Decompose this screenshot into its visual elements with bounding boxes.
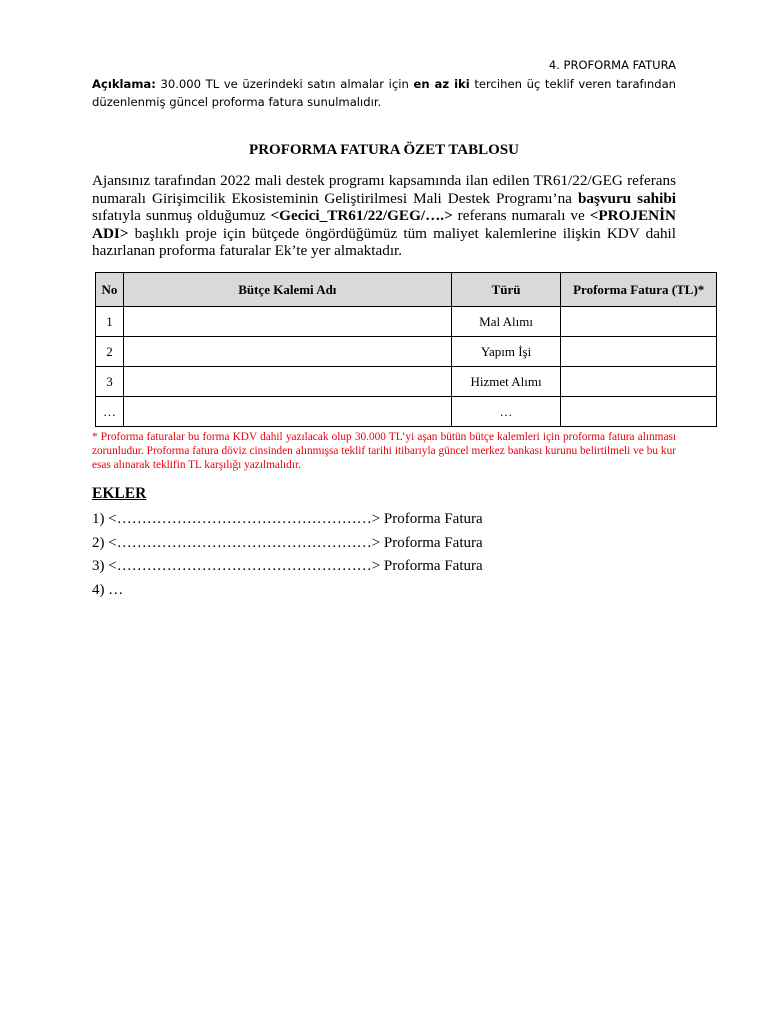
aciklama-paragraph xyxy=(92,75,676,111)
cell-proforma-amount[interactable] xyxy=(561,367,717,397)
table-row xyxy=(96,397,717,427)
ekler-item: 2) <……………………………………………> Proforma Fatura xyxy=(92,534,483,551)
ekler-item: 1) <……………………………………………> Proforma Fatura xyxy=(92,511,483,527)
table-row xyxy=(96,307,717,337)
cell-type: Mal Alımı xyxy=(451,307,561,337)
header-proforma-amount: Proforma Fatura (TL)* xyxy=(561,273,717,307)
cell-budget-item-name[interactable] xyxy=(123,367,451,397)
aciklama-bold-1: en az iki xyxy=(413,77,470,91)
aciklama-text-2: tercihen üç teklif veren tarafından düzenlenmiş güncel proforma fatura sunulmalıdır. xyxy=(92,77,677,109)
cell-proforma-amount[interactable] xyxy=(561,307,717,337)
ekler-item: 3) <……………………………………………> Proforma Fatura xyxy=(92,558,483,575)
intro-text-3: referans numaralı ve xyxy=(452,207,590,225)
cell-budget-item-name[interactable] xyxy=(123,307,451,337)
proforma-summary-table xyxy=(95,272,717,427)
intro-bold-project-name: <PROJENİN ADI> xyxy=(92,207,676,242)
table-header-row xyxy=(96,273,717,307)
intro-paragraph xyxy=(92,172,676,260)
aciklama-label: Açıklama: xyxy=(92,77,156,91)
ekler-list xyxy=(92,508,483,603)
intro-bold-applicant: başvuru sahibi xyxy=(577,189,676,207)
cell-type: Yapım İşi xyxy=(451,337,561,367)
intro-text-4: başlıklı proje için bütçede öngördüğümüz tüm maliyet kalemlerine ilişkin KDV dahil hazırlanan proforma faturalar Ek’te yer almaktadır. xyxy=(92,224,676,260)
cell-budget-item-name[interactable] xyxy=(123,397,451,427)
cell-proforma-amount[interactable] xyxy=(561,397,717,427)
table-footnote: * Proforma faturalar bu forma KDV dahil yazılacak olup 30.000 TL’yi aşan bütün bütçe kalemleri için proforma fatura alınması zorunludur. Proforma fatura döviz cinsinden alınmışsa teklif tarihi itibarıyla güncel merkez bankası kurunu belirtilmeli ve bu kur esas alınarak teklifin TL karşılığı yazılmalıdır. xyxy=(92,431,676,471)
section-header: 4. PROFORMA FATURA xyxy=(548,58,676,72)
intro-text-1: Ajansınız tarafından 2022 mali destek programı kapsamında ilan edilen TR61/22/GEG referans numaralı Girişimcilik Ekosisteminin Geliştirilmesi Mali Destek Programı’na xyxy=(92,172,676,207)
cell-no: 1 xyxy=(96,307,124,337)
cell-proforma-amount[interactable] xyxy=(561,337,717,367)
cell-no: 2 xyxy=(96,337,124,367)
cell-type: … xyxy=(451,397,561,427)
cell-no: 3 xyxy=(96,367,124,397)
intro-text-2: sıfatıyla sunmuş olduğumuz xyxy=(92,207,271,225)
header-budget-item-name: Bütçe Kalemi Adı xyxy=(123,273,451,307)
table-row xyxy=(96,337,717,367)
ekler-item: 4) … xyxy=(92,582,124,599)
header-type: Türü xyxy=(451,273,561,307)
aciklama-text-1: 30.000 TL ve üzerindeki satın almalar için xyxy=(155,77,414,91)
intro-bold-reference: <Gecici_TR61/22/GEG/….> xyxy=(270,207,453,225)
page-title: PROFORMA FATURA ÖZET TABLOSU xyxy=(249,142,519,158)
header-no: No xyxy=(96,273,124,307)
cell-type: Hizmet Alımı xyxy=(451,367,561,397)
cell-no: … xyxy=(96,397,124,427)
ekler-heading: EKLER xyxy=(92,485,147,502)
table-row xyxy=(96,367,717,397)
cell-budget-item-name[interactable] xyxy=(123,337,451,367)
